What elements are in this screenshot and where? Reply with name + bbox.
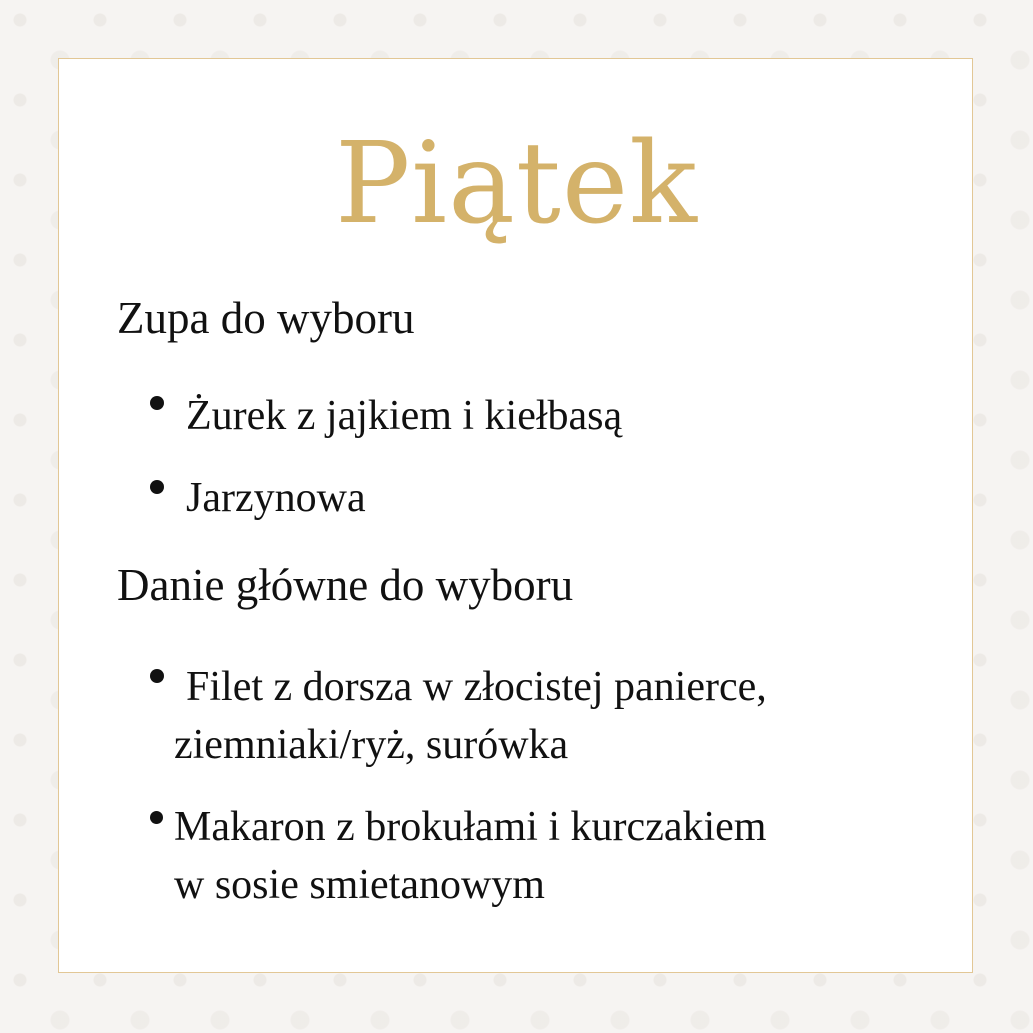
bullet-icon bbox=[150, 669, 164, 683]
list-item-text: Żurek z jajkiem i kiełbasą bbox=[186, 393, 623, 439]
list-item-text-line2: ziemniaki/ryż, surówka bbox=[174, 722, 569, 768]
page-title: Piątek bbox=[334, 119, 699, 249]
bullet-icon bbox=[150, 396, 164, 410]
list-item-text-line1: Makaron z brokułami i kurczakiem bbox=[174, 804, 767, 850]
list-item-text: Jarzynowa bbox=[186, 475, 366, 521]
list-item-text-line1: Filet z dorsza w złocistej panierce, bbox=[186, 664, 767, 710]
section-heading-soup: Zupa do wyboru bbox=[117, 293, 415, 343]
bullet-icon bbox=[150, 480, 164, 494]
section-heading-main: Danie główne do wyboru bbox=[117, 560, 574, 610]
bullet-icon bbox=[150, 811, 163, 824]
list-item-text-line2: w sosie smietanowym bbox=[174, 862, 545, 908]
